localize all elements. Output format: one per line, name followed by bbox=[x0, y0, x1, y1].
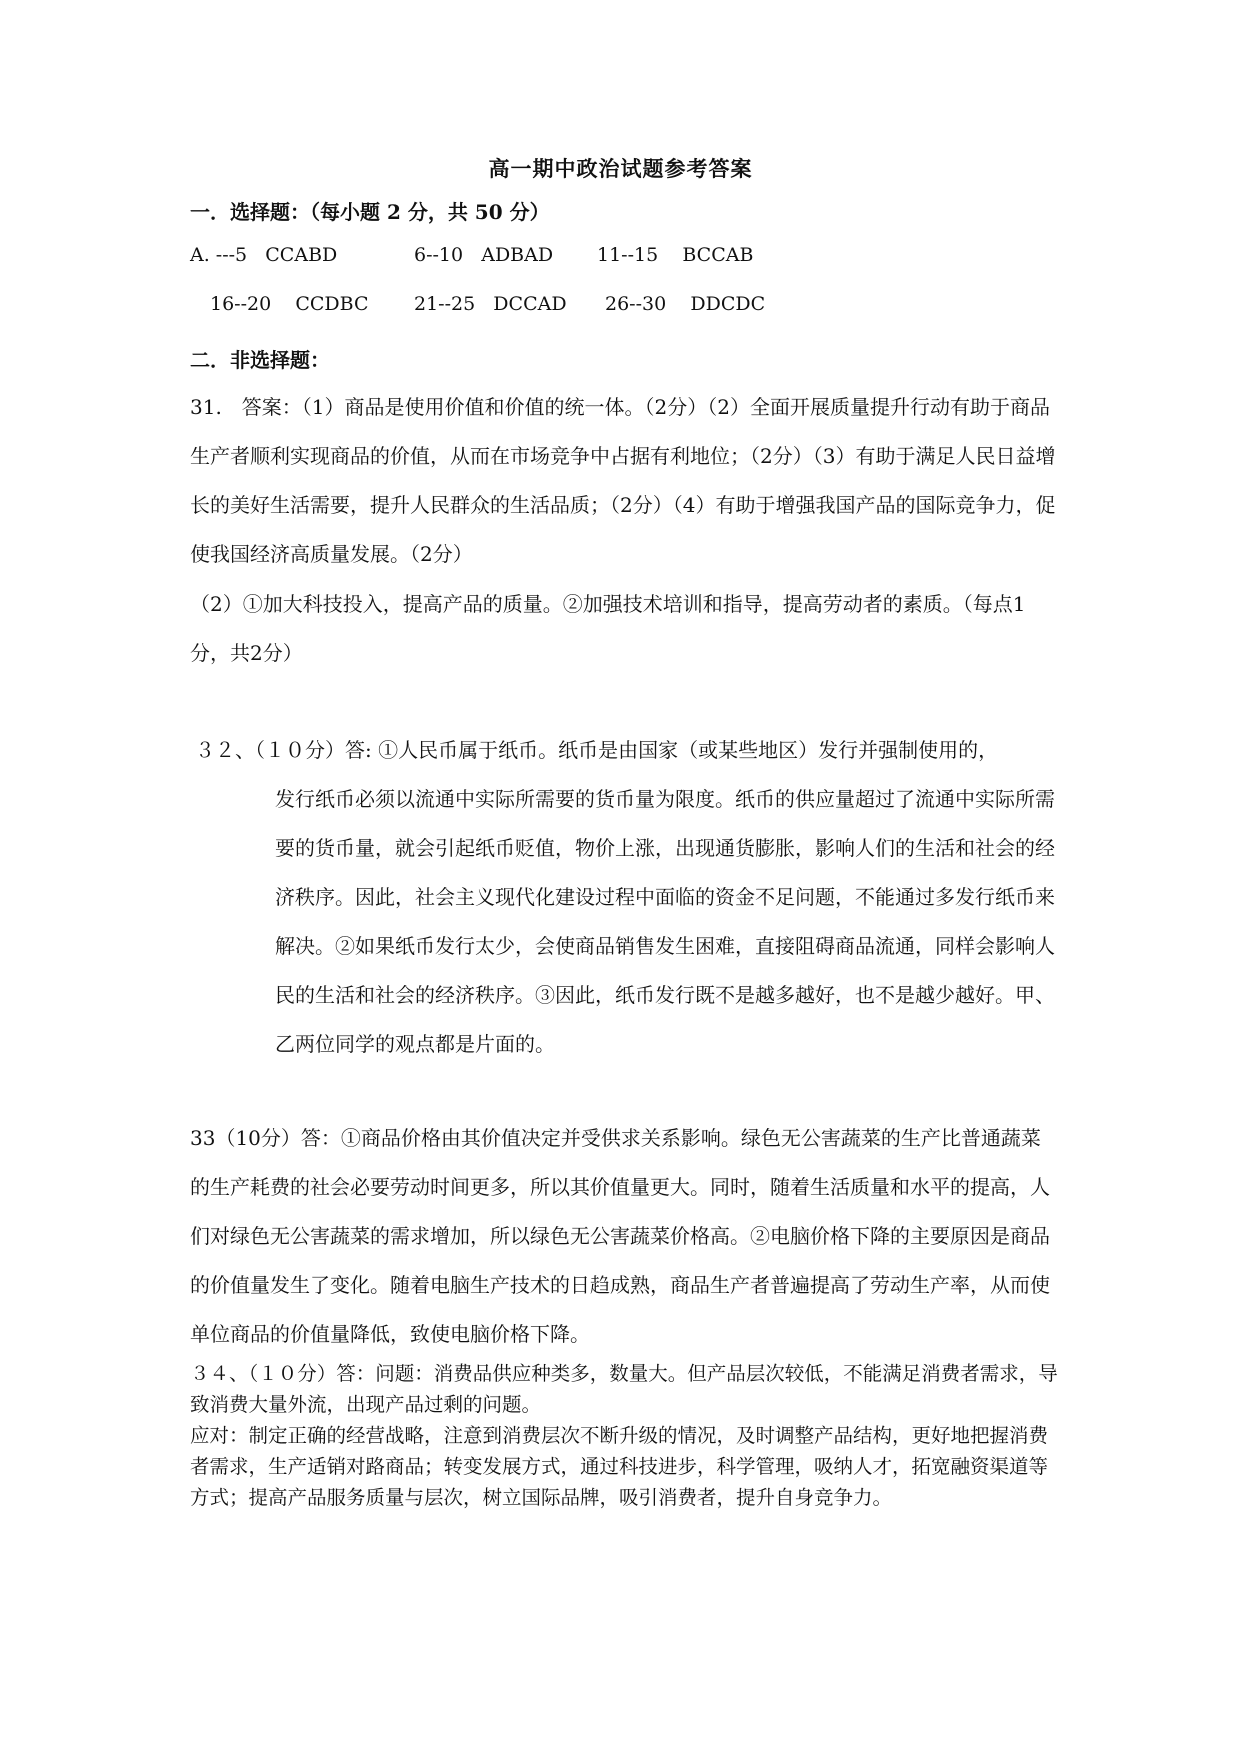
q34-problem: ３４、（１０分）答：问题：消费品供应种类多，数量大。但产品层次较低，不能满足消费者需求，导致消费大量外流，出现产品过剩的问题。 bbox=[190, 1362, 1058, 1416]
page-title: 高一期中政治试题参考答案 bbox=[488, 156, 753, 181]
answer-group: 6--10 ADBAD bbox=[414, 244, 554, 266]
answer-group: 16--20 CCDBC bbox=[210, 293, 369, 315]
question-31-part2 bbox=[190, 580, 1060, 678]
question-33-answer bbox=[190, 1114, 1060, 1359]
section2-heading: 二．非选择题： bbox=[190, 348, 330, 372]
q32-lead: ３２、（１０分）答: ①人民币属于纸币。纸币是由国家（或某些地区）发行并强制使用的， bbox=[195, 738, 999, 762]
q33-text: 33（10分）答：①商品价格由其价值决定并受供求关系影响。绿色无公害蔬菜的生产比普通蔬菜的生产耗费的社会必要劳动时间更多，所以其价值量更大。同时，随着生活质量和水平的提高，人们对绿色无公害蔬菜的需求增加，所以绿色无公害蔬菜价格高。②电脑价格下降的主要原因是商品的价值量发生了变化。随着电脑生产技术的日趋成熟，商品生产者普遍提高了劳动生产率，从而使单位商品的价值量降低，致使电脑价格下降。 bbox=[190, 1126, 1050, 1346]
answer-group: 11--15 BCCAB bbox=[597, 244, 754, 266]
question-34-answer bbox=[190, 1358, 1060, 1513]
question-32-answer bbox=[195, 726, 1065, 1069]
q32-body: 发行纸币必须以流通中实际所需要的货币量为限度。纸币的供应量超过了流通中实际所需要的货币量，就会引起纸币贬值，物价上涨，出现通货膨胀，影响人们的生活和社会的经济秩序。因此，社会主义现代化建设过程中面临的资金不足问题，不能通过多发行纸币来解决。②如果纸币发行太少，会使商品销售发生困难，直接阻碍商品流通，同样会影响人民的生活和社会的经济秩序。③因此，纸币发行既不是越多越好，也不是越少越好。甲、乙两位同学的观点都是片面的。 bbox=[275, 787, 1055, 1056]
answer-group: 26--30 DDCDC bbox=[605, 293, 766, 315]
question-31-answer bbox=[190, 383, 1060, 579]
q31-text: 31. 答案：（1）商品是使用价值和价值的统一体。（2分）（2）全面开展质量提升行动有助于商品生产者顺利实现商品的价值，从而在市场竞争中占据有利地位；（2分）（3）有助于满足人民日益增长的美好生活需要，提升人民群众的生活品质；（2分）（4）有助于增强我国产品的国际竞争力，促使我国经济高质量发展。（2分） bbox=[190, 395, 1056, 566]
q31-part2-text: （2）①加大科技投入，提高产品的质量。②加强技术培训和指导，提高劳动者的素质。（每点1分，共2分） bbox=[190, 592, 1026, 665]
answer-group: A. ---5 CCABD bbox=[190, 244, 338, 266]
section1-heading: 一．选择题：（每小题 2 分，共 50 分） bbox=[190, 200, 550, 224]
answer-group: 21--25 DCCAD bbox=[414, 293, 567, 315]
q34-response: 应对：制定正确的经营战略，注意到消费层次不断升级的情况，及时调整产品结构，更好地把握消费者需求，生产适销对路商品；转变发展方式，通过科技进步，科学管理，吸纳人才，拓宽融资渠道等方式；提高产品服务质量与层次，树立国际品牌，吸引消费者，提升自身竞争力。 bbox=[190, 1424, 1049, 1509]
